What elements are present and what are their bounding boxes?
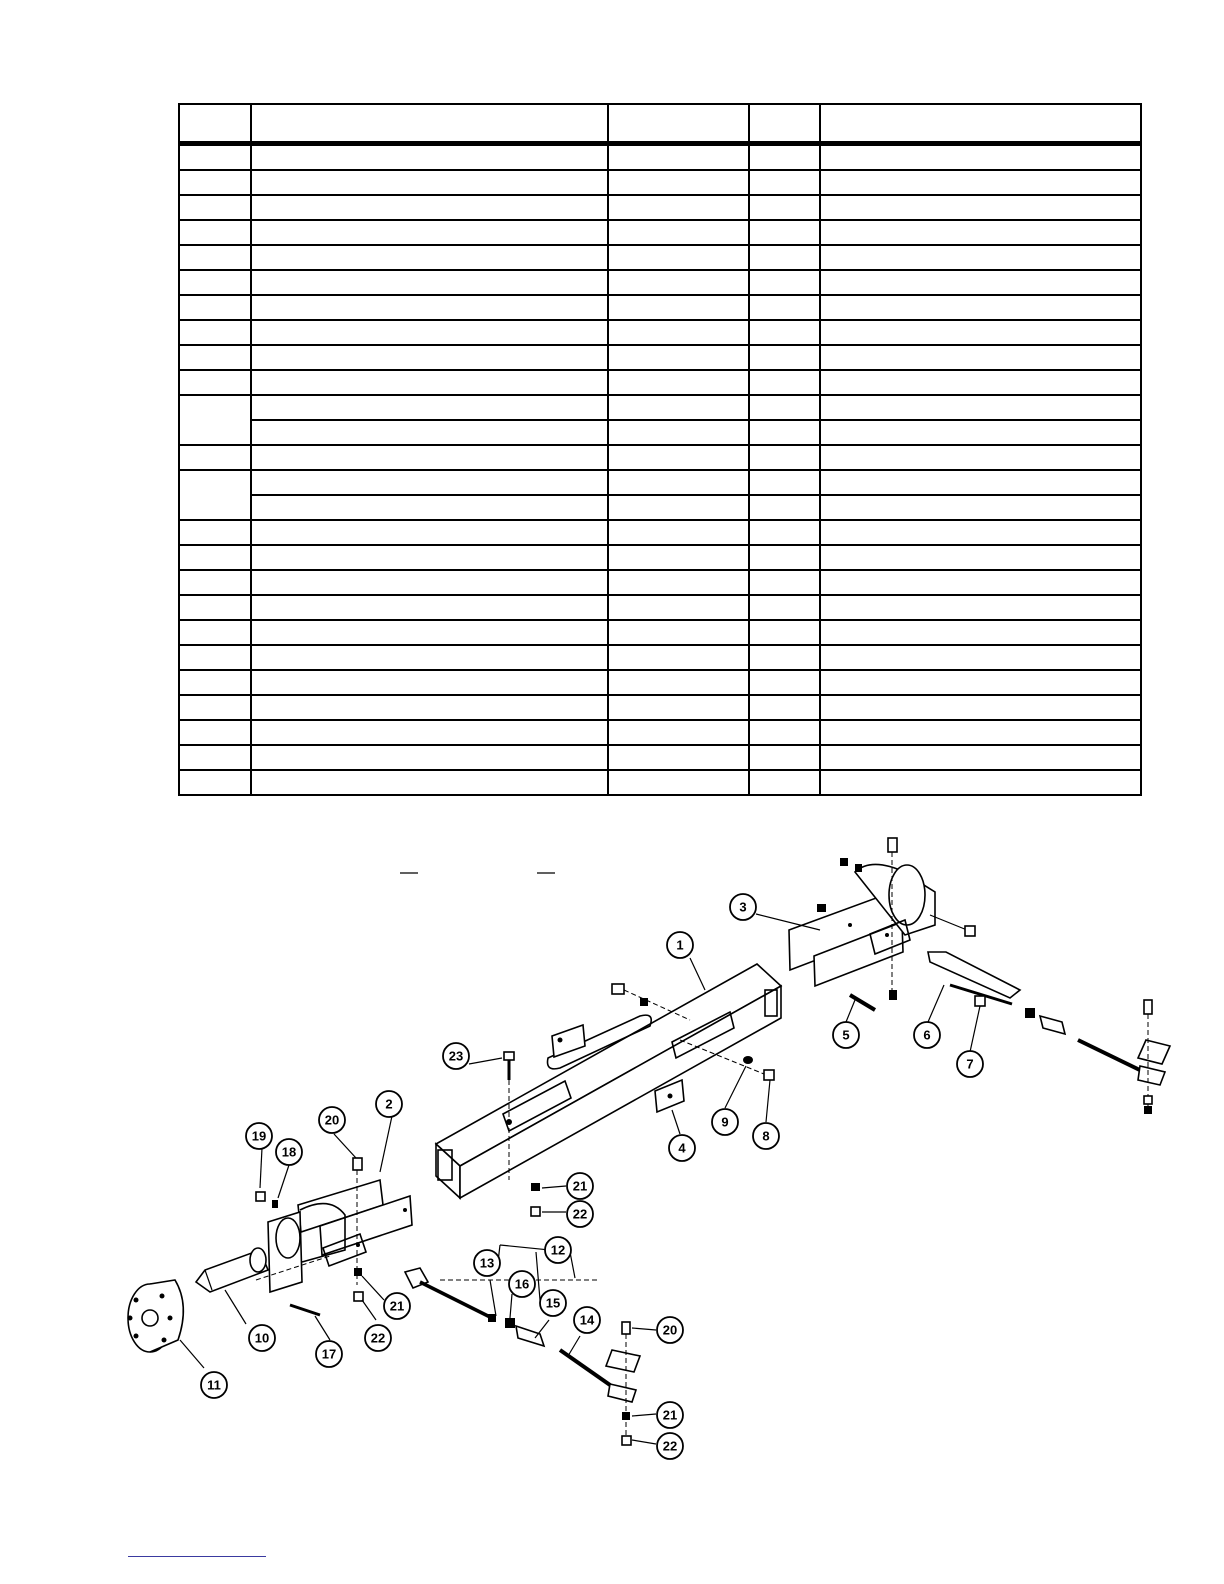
- table-row: [179, 345, 1141, 370]
- table-row: [179, 645, 1141, 670]
- svg-text:1: 1: [676, 937, 684, 953]
- svg-text:4: 4: [678, 1140, 686, 1156]
- svg-text:8: 8: [762, 1128, 770, 1144]
- svg-text:16: 16: [514, 1276, 530, 1292]
- callout-20-upper: [319, 1107, 345, 1133]
- svg-text:20: 20: [324, 1112, 340, 1128]
- svg-text:2: 2: [385, 1096, 393, 1112]
- hub-part: [128, 1280, 184, 1352]
- table-row: [179, 270, 1141, 295]
- callout-17: [316, 1341, 342, 1367]
- callout-8: [753, 1123, 779, 1149]
- svg-text:15: 15: [545, 1295, 561, 1311]
- callout-19: [246, 1123, 272, 1149]
- table-row: [179, 195, 1141, 220]
- table-row: [179, 745, 1141, 770]
- table-row: [179, 695, 1141, 720]
- callout-22-center: [567, 1201, 593, 1227]
- callout-1: [667, 932, 693, 958]
- table-row: [179, 170, 1141, 195]
- header-cell: [749, 104, 820, 144]
- svg-text:19: 19: [251, 1128, 267, 1144]
- spindle-part: [196, 1248, 268, 1292]
- table-row: [179, 470, 1141, 495]
- right-hanger-part: [789, 864, 935, 986]
- table-row: [179, 420, 1141, 445]
- table-row: [179, 495, 1141, 520]
- table-row: [179, 720, 1141, 745]
- callout-6: [914, 1022, 940, 1048]
- table-row: [179, 770, 1141, 795]
- header-cell: [251, 104, 608, 144]
- exploded-axle-diagram: [0, 830, 1224, 1530]
- parts-list-table: [178, 103, 1142, 796]
- svg-text:20: 20: [662, 1322, 678, 1338]
- table-row: [179, 570, 1141, 595]
- left-hanger-part: [268, 1180, 412, 1292]
- table-row: [179, 545, 1141, 570]
- table-row: [179, 320, 1141, 345]
- table-row: [179, 520, 1141, 545]
- callout-22-lower: [657, 1433, 683, 1459]
- svg-text:13: 13: [479, 1255, 495, 1271]
- callout-14: [574, 1307, 600, 1333]
- svg-text:3: 3: [739, 899, 747, 915]
- callout-21-lower: [657, 1402, 683, 1428]
- callout-11: [201, 1372, 227, 1398]
- svg-text:9: 9: [721, 1114, 729, 1130]
- table-row: [179, 670, 1141, 695]
- callout-9: [712, 1109, 738, 1135]
- svg-text:12: 12: [550, 1242, 566, 1258]
- callout-3: [730, 894, 756, 920]
- table-row: [179, 295, 1141, 320]
- svg-text:18: 18: [281, 1144, 297, 1160]
- table-row: [179, 220, 1141, 245]
- table-row: [179, 395, 1141, 420]
- svg-text:21: 21: [662, 1407, 678, 1423]
- svg-text:5: 5: [842, 1027, 850, 1043]
- right-equalizer-hardware: [928, 952, 1170, 1114]
- callout-12: [545, 1237, 571, 1263]
- svg-text:10: 10: [254, 1330, 270, 1346]
- center-beam-part: [436, 964, 781, 1198]
- svg-text:7: 7: [966, 1056, 974, 1072]
- callout-18: [276, 1139, 302, 1165]
- table-row: [179, 245, 1141, 270]
- callout-23: [443, 1043, 469, 1069]
- svg-text:14: 14: [579, 1312, 595, 1328]
- callout-15: [540, 1290, 566, 1316]
- svg-text:22: 22: [662, 1438, 678, 1454]
- table-row: [179, 370, 1141, 395]
- svg-text:11: 11: [207, 1377, 221, 1393]
- callout-16: [509, 1271, 535, 1297]
- callout-22-left: [365, 1325, 391, 1351]
- svg-text:21: 21: [572, 1178, 588, 1194]
- header-cell: [820, 104, 1141, 144]
- svg-text:21: 21: [389, 1298, 405, 1314]
- footer-link-rule: [128, 1556, 266, 1557]
- callout-7: [957, 1051, 983, 1077]
- svg-text:22: 22: [370, 1330, 386, 1346]
- callout-21-center: [567, 1173, 593, 1199]
- callout-10: [249, 1325, 275, 1351]
- callout-13: [474, 1250, 500, 1276]
- table-row: [179, 595, 1141, 620]
- svg-text:22: 22: [572, 1206, 588, 1222]
- table-row: [179, 144, 1141, 171]
- table-row: [179, 445, 1141, 470]
- svg-text:17: 17: [321, 1346, 337, 1362]
- callout-4: [669, 1135, 695, 1161]
- callout-2: [376, 1091, 402, 1117]
- callout-21-left: [384, 1293, 410, 1319]
- header-cell: [608, 104, 749, 144]
- callout-20-lower: [657, 1317, 683, 1343]
- svg-text:23: 23: [448, 1048, 464, 1064]
- parts-table-header-row: [179, 104, 1141, 144]
- callout-5: [833, 1022, 859, 1048]
- table-row: [179, 620, 1141, 645]
- header-cell: [179, 104, 251, 144]
- svg-text:6: 6: [923, 1027, 931, 1043]
